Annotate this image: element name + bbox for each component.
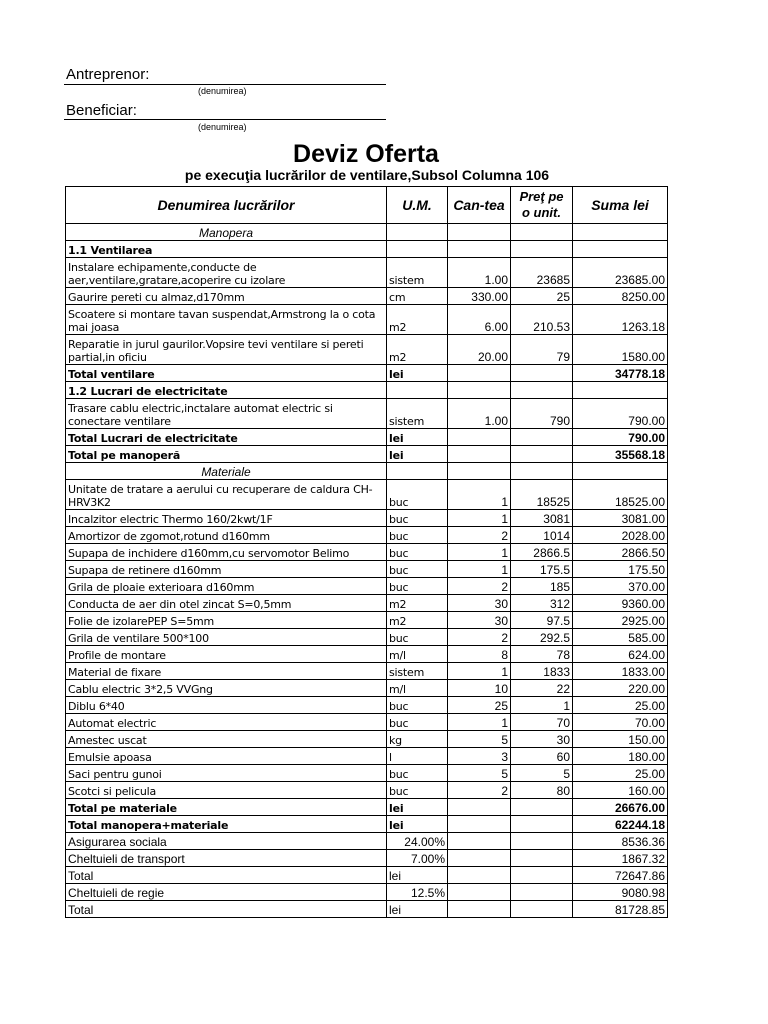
table-row — [66, 288, 668, 305]
cell-name: Grila de ventilare 500*100 — [66, 629, 387, 646]
table-row — [66, 629, 668, 646]
document-title: Deviz Oferta — [293, 140, 439, 168]
column-header-qty: Can-tea — [448, 187, 511, 224]
cell-name: Supapa de inchidere d160mm,cu servomotor Belimo — [66, 544, 387, 561]
cell-sum: 3081.00 — [573, 510, 668, 527]
cell-name: Diblu 6*40 — [66, 697, 387, 714]
document-subtitle: pe execuţia lucrărilor de ventilare,Subsol Columna 106 — [184, 167, 550, 183]
cell-sum: 790.00 — [573, 429, 668, 446]
cell-um: m2 — [387, 612, 448, 629]
cell-qty — [448, 463, 511, 480]
cell-name: Unitate de tratare a aerului cu recuperare de caldura CH-HRV3K2 — [66, 480, 387, 510]
cell-um — [387, 224, 448, 241]
cell-sum — [573, 382, 668, 399]
cell-um: buc — [387, 782, 448, 799]
table-row — [66, 697, 668, 714]
cell-name: Materiale — [66, 463, 387, 480]
cell-sum — [573, 463, 668, 480]
column-header-price-line2: o unit. — [522, 205, 561, 220]
cell-qty — [448, 833, 511, 850]
cell-um: 7.00% — [387, 850, 448, 867]
cell-um: lei — [387, 816, 448, 833]
cell-sum: 160.00 — [573, 782, 668, 799]
column-header-price — [511, 187, 573, 224]
table-row — [66, 399, 668, 429]
cell-um: buc — [387, 561, 448, 578]
cell-qty: 1 — [448, 714, 511, 731]
cell-qty: 20.00 — [448, 335, 511, 365]
cell-sum: 790.00 — [573, 399, 668, 429]
cell-sum: 72647.86 — [573, 867, 668, 884]
cell-qty: 25 — [448, 697, 511, 714]
table-row — [66, 680, 668, 697]
cell-price: 25 — [511, 288, 573, 305]
beneficiary-note: (denumirea) — [198, 122, 247, 132]
cell-name: Scotci si pelicula — [66, 782, 387, 799]
cell-price — [511, 799, 573, 816]
cell-name: Scoatere si montare tavan suspendat,Armstrong la o cota mai joasa — [66, 305, 387, 335]
cell-name: Emulsie apoasa — [66, 748, 387, 765]
cell-sum: 18525.00 — [573, 480, 668, 510]
cell-um: lei — [387, 867, 448, 884]
cell-name: Cheltuieli de regie — [66, 884, 387, 901]
cell-name: Gaurire pereti cu almaz,d170mm — [66, 288, 387, 305]
estimate-table — [65, 186, 668, 918]
cell-sum: 9080.98 — [573, 884, 668, 901]
cell-um: buc — [387, 697, 448, 714]
column-header-sum: Suma lei — [573, 187, 668, 224]
total-row — [66, 816, 668, 833]
cell-um: lei — [387, 429, 448, 446]
cell-um: m2 — [387, 305, 448, 335]
cell-sum: 220.00 — [573, 680, 668, 697]
cell-price: 79 — [511, 335, 573, 365]
cell-price: 5 — [511, 765, 573, 782]
table-row — [66, 527, 668, 544]
cell-price: 1014 — [511, 527, 573, 544]
contractor-line — [64, 84, 386, 85]
cell-um — [387, 382, 448, 399]
cell-name: Profile de montare — [66, 646, 387, 663]
cell-sum: 8250.00 — [573, 288, 668, 305]
cell-sum: 34778.18 — [573, 365, 668, 382]
table-row — [66, 305, 668, 335]
cell-qty: 2 — [448, 629, 511, 646]
total-row — [66, 799, 668, 816]
cell-name: Material de fixare — [66, 663, 387, 680]
cell-um: buc — [387, 629, 448, 646]
cell-sum: 370.00 — [573, 578, 668, 595]
cell-price: 97.5 — [511, 612, 573, 629]
cell-name: Amestec uscat — [66, 731, 387, 748]
cell-sum: 1833.00 — [573, 663, 668, 680]
cell-qty — [448, 224, 511, 241]
group-row — [66, 382, 668, 399]
cell-um: sistem — [387, 663, 448, 680]
cell-um: lei — [387, 365, 448, 382]
cell-price — [511, 816, 573, 833]
cell-qty: 3 — [448, 748, 511, 765]
table-row — [66, 884, 668, 901]
cell-um: m/l — [387, 646, 448, 663]
cell-sum: 2925.00 — [573, 612, 668, 629]
cell-qty — [448, 241, 511, 258]
table-row — [66, 480, 668, 510]
table-row — [66, 714, 668, 731]
cell-sum: 62244.18 — [573, 816, 668, 833]
cell-qty: 5 — [448, 731, 511, 748]
cell-name: Total pe materiale — [66, 799, 387, 816]
cell-qty: 10 — [448, 680, 511, 697]
cell-name: Grila de ploaie exterioara d160mm — [66, 578, 387, 595]
cell-name: Incalzitor electric Thermo 160/2kwt/1F — [66, 510, 387, 527]
table-header-row — [66, 187, 668, 224]
cell-sum: 585.00 — [573, 629, 668, 646]
cell-qty: 1.00 — [448, 258, 511, 288]
table-row — [66, 544, 668, 561]
cell-price: 18525 — [511, 480, 573, 510]
cell-price: 78 — [511, 646, 573, 663]
cell-price — [511, 463, 573, 480]
table-row — [66, 335, 668, 365]
cell-um: sistem — [387, 258, 448, 288]
cell-um: buc — [387, 510, 448, 527]
column-header-name: Denumirea lucrărilor — [66, 187, 387, 224]
table-row — [66, 561, 668, 578]
cell-qty: 30 — [448, 612, 511, 629]
beneficiary-label: Beneficiar: — [66, 102, 137, 119]
table-row — [66, 850, 668, 867]
cell-price — [511, 241, 573, 258]
cell-name: Cablu electric 3*2,5 VVGng — [66, 680, 387, 697]
cell-name: Manopera — [66, 224, 387, 241]
cell-um: lei — [387, 446, 448, 463]
cell-qty: 8 — [448, 646, 511, 663]
cell-name: Cheltuieli de transport — [66, 850, 387, 867]
cell-um — [387, 463, 448, 480]
cell-name: Total ventilare — [66, 365, 387, 382]
cell-qty — [448, 901, 511, 918]
cell-qty: 1 — [448, 561, 511, 578]
cell-name: Saci pentru gunoi — [66, 765, 387, 782]
cell-name: Amortizor de zgomot,rotund d160mm — [66, 527, 387, 544]
table-row — [66, 748, 668, 765]
cell-price: 312 — [511, 595, 573, 612]
total-row — [66, 446, 668, 463]
table-row — [66, 867, 668, 884]
cell-sum: 2028.00 — [573, 527, 668, 544]
cell-sum: 2866.50 — [573, 544, 668, 561]
column-header-um: U.M. — [387, 187, 448, 224]
cell-price — [511, 446, 573, 463]
cell-sum: 81728.85 — [573, 901, 668, 918]
cell-name: Folie de izolarePEP S=5mm — [66, 612, 387, 629]
cell-sum: 1867.32 — [573, 850, 668, 867]
cell-qty — [448, 816, 511, 833]
cell-price: 30 — [511, 731, 573, 748]
cell-um: 12.5% — [387, 884, 448, 901]
table-row — [66, 510, 668, 527]
cell-um: m2 — [387, 595, 448, 612]
cell-price: 790 — [511, 399, 573, 429]
cell-price — [511, 884, 573, 901]
cell-qty: 6.00 — [448, 305, 511, 335]
table-row — [66, 782, 668, 799]
cell-um: m2 — [387, 335, 448, 365]
cell-price: 23685 — [511, 258, 573, 288]
cell-um: m/l — [387, 680, 448, 697]
cell-um: l — [387, 748, 448, 765]
cell-price: 210.53 — [511, 305, 573, 335]
cell-um: kg — [387, 731, 448, 748]
beneficiary-line — [64, 119, 386, 120]
cell-qty — [448, 884, 511, 901]
table-row — [66, 646, 668, 663]
cell-um: lei — [387, 799, 448, 816]
cell-um: sistem — [387, 399, 448, 429]
cell-name: Instalare echipamente,conducte de aer,ventilare,gratare,acoperire cu izolare — [66, 258, 387, 288]
cell-um: buc — [387, 480, 448, 510]
cell-sum: 26676.00 — [573, 799, 668, 816]
cell-price — [511, 833, 573, 850]
cell-qty — [448, 429, 511, 446]
cell-price — [511, 224, 573, 241]
cell-sum: 70.00 — [573, 714, 668, 731]
cell-sum: 624.00 — [573, 646, 668, 663]
table-row — [66, 731, 668, 748]
cell-name: 1.2 Lucrari de electricitate — [66, 382, 387, 399]
cell-price: 185 — [511, 578, 573, 595]
cell-price — [511, 901, 573, 918]
table-row — [66, 595, 668, 612]
cell-qty: 2 — [448, 782, 511, 799]
contractor-note: (denumirea) — [198, 86, 247, 96]
cell-name: Total — [66, 867, 387, 884]
cell-qty: 2 — [448, 527, 511, 544]
cell-price: 22 — [511, 680, 573, 697]
cell-qty: 2 — [448, 578, 511, 595]
cell-qty: 1.00 — [448, 399, 511, 429]
cell-sum: 180.00 — [573, 748, 668, 765]
cell-um: buc — [387, 765, 448, 782]
cell-price — [511, 850, 573, 867]
cell-price: 1 — [511, 697, 573, 714]
cell-price: 1833 — [511, 663, 573, 680]
cell-sum: 1580.00 — [573, 335, 668, 365]
cell-sum — [573, 224, 668, 241]
cell-sum: 25.00 — [573, 765, 668, 782]
cell-price: 3081 — [511, 510, 573, 527]
cell-qty: 1 — [448, 544, 511, 561]
cell-sum: 25.00 — [573, 697, 668, 714]
cell-name: Asigurarea sociala — [66, 833, 387, 850]
cell-price — [511, 867, 573, 884]
cell-qty — [448, 382, 511, 399]
cell-qty: 1 — [448, 480, 511, 510]
section-row — [66, 463, 668, 480]
contractor-label: Antreprenor: — [66, 66, 150, 83]
cell-sum — [573, 241, 668, 258]
cell-sum: 175.50 — [573, 561, 668, 578]
cell-price: 70 — [511, 714, 573, 731]
column-header-price-line1: Preţ pe — [519, 189, 564, 204]
table-row — [66, 833, 668, 850]
cell-sum: 23685.00 — [573, 258, 668, 288]
cell-sum: 9360.00 — [573, 595, 668, 612]
cell-qty: 330.00 — [448, 288, 511, 305]
cell-name: Trasare cablu electric,inctalare automat electric si conectare ventilare — [66, 399, 387, 429]
cell-price: 80 — [511, 782, 573, 799]
cell-um: buc — [387, 578, 448, 595]
cell-price — [511, 382, 573, 399]
table-row — [66, 765, 668, 782]
cell-qty — [448, 850, 511, 867]
total-row — [66, 365, 668, 382]
table-row — [66, 901, 668, 918]
cell-qty — [448, 867, 511, 884]
cell-um: buc — [387, 714, 448, 731]
cell-sum: 150.00 — [573, 731, 668, 748]
table-row — [66, 663, 668, 680]
cell-price: 2866.5 — [511, 544, 573, 561]
cell-name: Total Lucrari de electricitate — [66, 429, 387, 446]
cell-price: 292.5 — [511, 629, 573, 646]
group-row — [66, 241, 668, 258]
cell-name: Total manopera+materiale — [66, 816, 387, 833]
cell-um: buc — [387, 544, 448, 561]
cell-qty — [448, 365, 511, 382]
cell-qty: 1 — [448, 510, 511, 527]
section-row — [66, 224, 668, 241]
table-row — [66, 578, 668, 595]
cell-um: lei — [387, 901, 448, 918]
cell-um: buc — [387, 527, 448, 544]
cell-name: Automat electric — [66, 714, 387, 731]
cell-qty: 1 — [448, 663, 511, 680]
cell-um — [387, 241, 448, 258]
cell-sum: 1263.18 — [573, 305, 668, 335]
table-row — [66, 612, 668, 629]
cell-name: Total — [66, 901, 387, 918]
cell-qty — [448, 799, 511, 816]
cell-qty — [448, 446, 511, 463]
cell-sum: 8536.36 — [573, 833, 668, 850]
cell-qty: 30 — [448, 595, 511, 612]
cell-name: Reparatie in jurul gaurilor.Vopsire tevi ventilare si pereti partial,in oficiu — [66, 335, 387, 365]
cell-qty: 5 — [448, 765, 511, 782]
cell-name: Supapa de retinere d160mm — [66, 561, 387, 578]
total-row — [66, 429, 668, 446]
cell-name: 1.1 Ventilarea — [66, 241, 387, 258]
cell-price: 175.5 — [511, 561, 573, 578]
cell-price — [511, 365, 573, 382]
cell-name: Total pe manoperă — [66, 446, 387, 463]
cell-name: Conducta de aer din otel zincat S=0,5mm — [66, 595, 387, 612]
cell-price — [511, 429, 573, 446]
cell-price: 60 — [511, 748, 573, 765]
cell-um: 24.00% — [387, 833, 448, 850]
cell-sum: 35568.18 — [573, 446, 668, 463]
cell-um: cm — [387, 288, 448, 305]
table-row — [66, 258, 668, 288]
